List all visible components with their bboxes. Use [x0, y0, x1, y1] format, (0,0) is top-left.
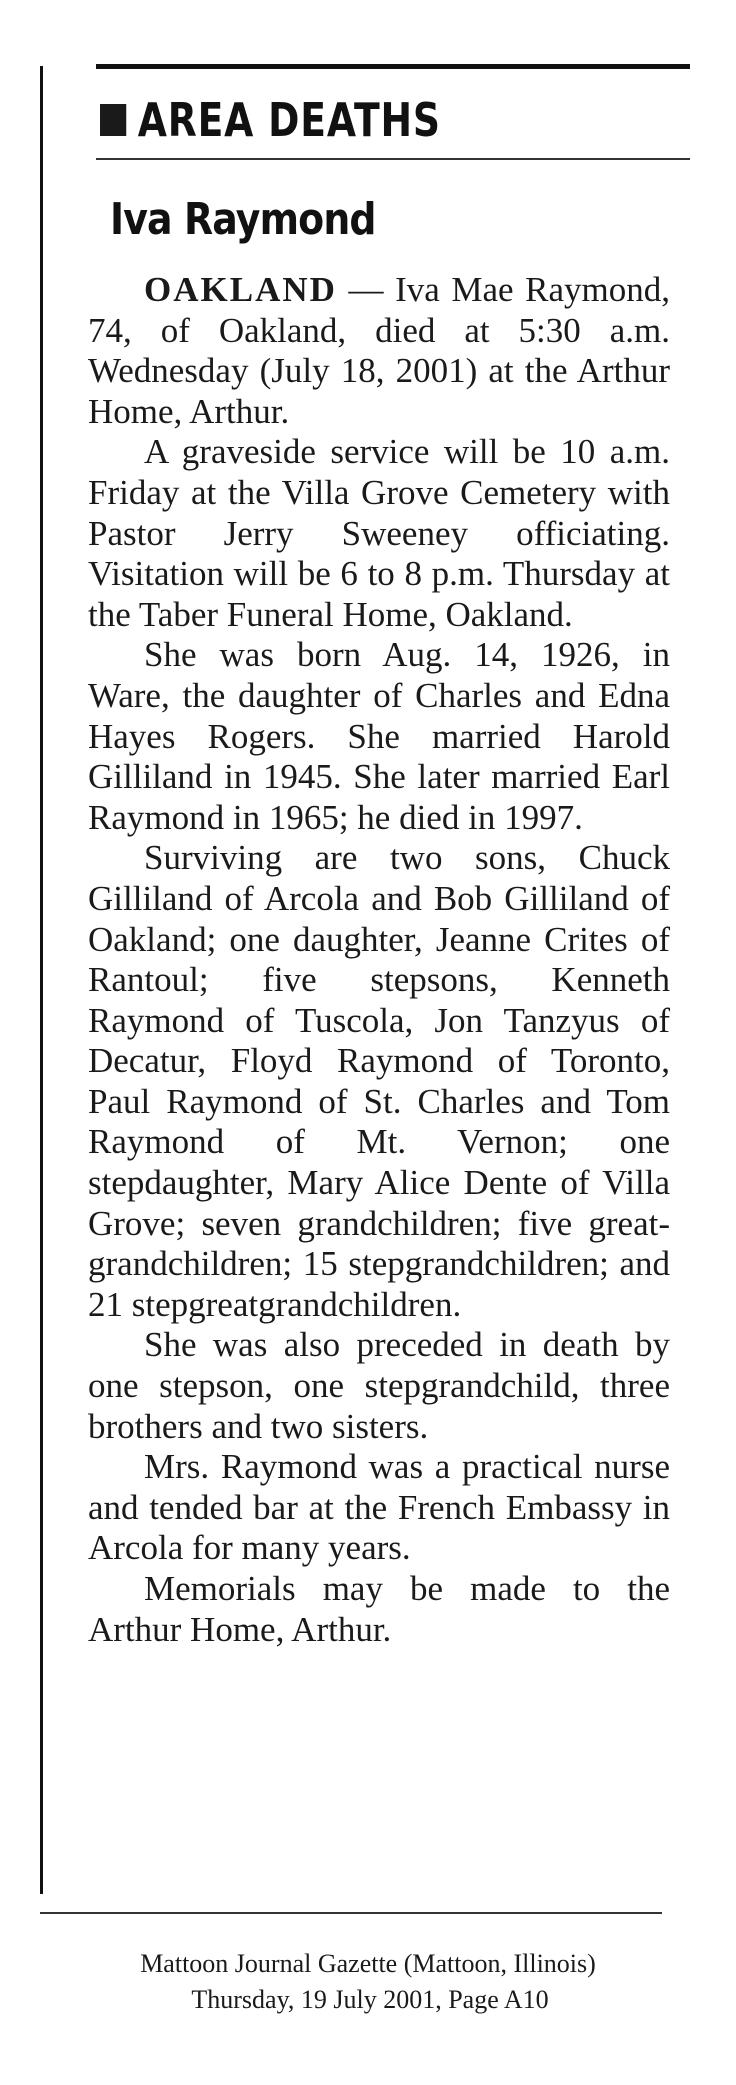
paragraph-1-text: — Iva Mae Raymond, 74, of Oakland, died at 5:30 a.m. Wednesday (July 18, 2001) at the Arthur Home, Arthur.	[88, 270, 671, 431]
obituary-paragraph-7: Memorials may be made to the Arthur Home, Arthur.	[88, 1569, 670, 1649]
section-bottom-rule	[96, 158, 690, 160]
citation-date-page: Thursday, 19 July 2001, Page A10	[191, 1985, 549, 2014]
obituary-paragraph-2: A graveside service will be 10 a.m. Friday at the Villa Grove Cemetery with Pastor Jerry Sweeney officiating. Visitation will be 6 to 8 p.m. Thursday at the Taber Funeral Home, Oakland.	[88, 432, 670, 634]
section-heading	[100, 88, 441, 152]
dateline: OAKLAND	[144, 270, 337, 309]
obituary-paragraph-4: Surviving are two sons, Chuck Gilliland of Arcola and Bob Gilliland of Oakland; one daughter, Jeanne Crites of Rantoul; five stepsons, Kenneth Raymond of Tuscola, Jon Tanzyus of Decatur, Floyd Raymond of Toronto, Paul Raymond of St. Charles and Tom Raymond of Mt. Vernon; one stepdaughter, Mary Alice Dente of Villa Grove; seven grandchildren; five great-grandchildren; 15 stepgrandchildren; and 21 stepgreatgrandchildren.	[88, 838, 670, 1324]
obituary-paragraph-1	[88, 270, 670, 432]
obituary-paragraph-3: She was born Aug. 14, 1926, in Ware, the daughter of Charles and Edna Hayes Rogers. She married Harold Gilliland in 1945. She later married Earl Raymond in 1965; he died in 1997.	[88, 635, 670, 837]
source-citation	[0, 1946, 736, 2018]
obituary-body	[88, 270, 670, 1650]
obituary-paragraph-5: She was also preceded in death by one stepson, one stepgrandchild, three brothers and two sisters.	[88, 1325, 670, 1446]
obituary-name: Iva Raymond	[110, 194, 376, 245]
section-title: AREA DEATHS	[137, 93, 441, 147]
square-bullet-icon	[100, 104, 126, 136]
citation-publication: Mattoon Journal Gazette (Mattoon, Illinois)	[140, 1949, 596, 1978]
left-column-rule	[40, 66, 43, 1894]
section-top-rule	[96, 64, 690, 69]
clipping-bottom-rule	[40, 1912, 662, 1914]
obituary-paragraph-6: Mrs. Raymond was a practical nurse and tended bar at the French Embassy in Arcola for many years.	[88, 1447, 670, 1568]
